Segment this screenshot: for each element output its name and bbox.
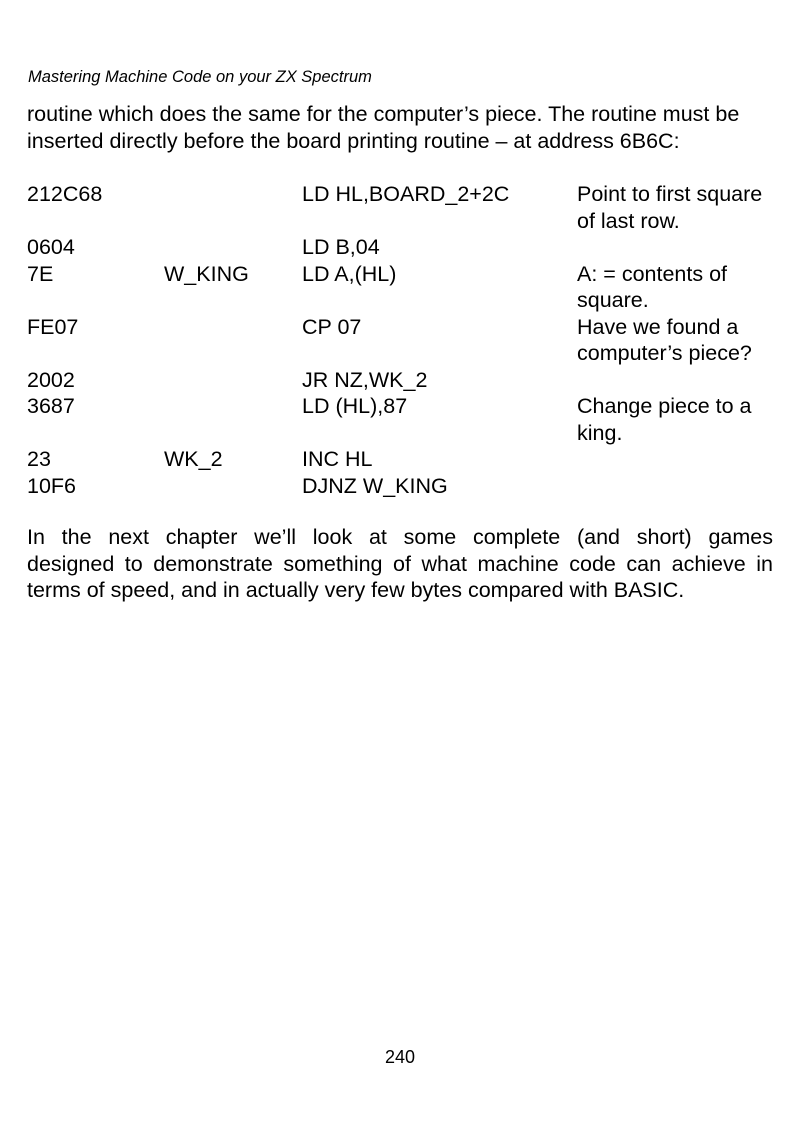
listing-row xyxy=(27,261,787,314)
code-label: WK_2 xyxy=(164,447,223,471)
code-label: W_KING xyxy=(164,261,249,286)
instruction: LD (HL),87 xyxy=(302,394,408,418)
comment-line: A: = contents of xyxy=(577,261,727,286)
comment xyxy=(577,261,787,314)
hex-code: 23 xyxy=(27,447,51,471)
listing-row xyxy=(27,473,787,500)
running-header: Mastering Machine Code on your ZX Spectrum xyxy=(28,68,372,86)
closing-paragraph xyxy=(27,524,773,604)
closing-line: In the next chapter we’ll look at some complete (and short) games xyxy=(27,525,773,549)
hex-code: 212C68 xyxy=(27,182,103,206)
closing-line: designed to demonstrate something of what machine code can achieve in xyxy=(27,551,773,576)
hex-code: 2002 xyxy=(27,367,75,392)
instruction: DJNZ W_KING xyxy=(302,473,448,498)
instruction: LD B,04 xyxy=(302,235,380,259)
comment-line: of last row. xyxy=(577,208,680,233)
assembly-listing xyxy=(27,181,787,499)
instruction: JR NZ,WK_2 xyxy=(302,367,428,392)
intro-line: inserted directly before the board printing routine – at address 6B6C: xyxy=(27,129,680,153)
listing-row xyxy=(27,181,787,234)
listing-row xyxy=(27,314,787,367)
hex-code: 10F6 xyxy=(27,473,77,498)
instruction: INC HL xyxy=(302,447,373,471)
listing-row xyxy=(27,234,787,261)
comment-line: Have we found a xyxy=(577,314,739,339)
instruction: LD A,(HL) xyxy=(302,261,397,286)
comment xyxy=(577,393,787,446)
listing-row xyxy=(27,446,787,473)
comment-line: computer’s piece? xyxy=(577,341,752,365)
comment xyxy=(577,181,787,234)
hex-code: 7E xyxy=(27,261,54,286)
comment-line: Change piece to a xyxy=(577,394,752,418)
hex-code: 3687 xyxy=(27,394,75,418)
listing-row xyxy=(27,393,787,446)
listing-row xyxy=(27,367,787,394)
intro-paragraph xyxy=(27,101,775,155)
hex-code: FE07 xyxy=(27,314,79,339)
instruction: LD HL,BOARD_2+2C xyxy=(302,182,510,206)
comment-line: king. xyxy=(577,420,623,445)
comment xyxy=(577,314,787,367)
closing-line: terms of speed, and in actually very few bytes compared with BASIC. xyxy=(27,578,685,602)
intro-line: routine which does the same for the computer’s piece. The routine must be xyxy=(27,102,740,126)
instruction: CP 07 xyxy=(302,314,362,339)
hex-code: 0604 xyxy=(27,235,75,259)
page-number: 240 xyxy=(384,1047,416,1067)
comment-line: square. xyxy=(577,288,649,312)
comment-line: Point to first square xyxy=(577,182,763,206)
